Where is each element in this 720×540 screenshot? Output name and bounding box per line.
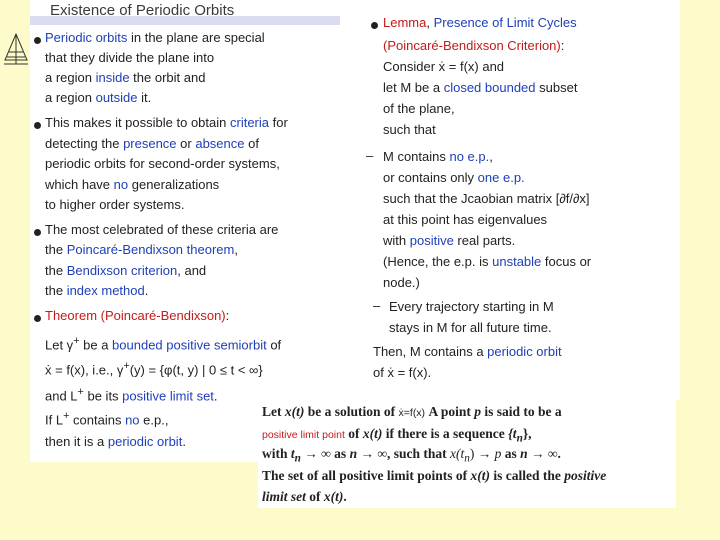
- text-line: (Hence, the e.p. is unstable focus or: [383, 254, 592, 269]
- bullet-2: [34, 122, 41, 129]
- text-line: at this point has eigenvalues: [383, 212, 548, 227]
- definition-line: Let x(t) be a solution of ẋ=f(x) A point p is said to be a: [262, 404, 562, 419]
- text-line: which have no generalizations: [45, 177, 220, 192]
- text-line: (Poincaré-Bendixson Criterion):: [383, 38, 565, 53]
- text-line: Let γ+ be a bounded positive semiorbit of: [45, 335, 282, 353]
- dash-marker-2: –: [373, 298, 381, 313]
- text-line: Consider ẋ = f(x) and: [383, 59, 505, 74]
- definition-box: [258, 396, 676, 508]
- text-line: Lemma, Presence of Limit Cycles: [383, 15, 577, 30]
- text-line: If L+ contains no e.p.,: [45, 410, 169, 428]
- dash-marker-1: –: [366, 148, 374, 163]
- text-line: a region inside the orbit and: [45, 70, 206, 85]
- text-line: let M be a closed bounded subset: [383, 80, 578, 95]
- text-line: with positive real parts.: [383, 233, 516, 248]
- text-line: ẋ = f(x), i.e., γ+(y) = {φ(t, y) | 0 ≤ t < ∞}: [45, 360, 263, 378]
- text-line: This makes it possible to obtain criteria for: [45, 115, 288, 130]
- bullet-4: [34, 315, 41, 322]
- text-line: Theorem (Poincaré-Bendixson):: [45, 308, 230, 323]
- text-line: or contains only one e.p.: [383, 170, 525, 185]
- text-line: the index method.: [45, 283, 149, 298]
- definition-line: limit set of x(t).: [262, 489, 347, 504]
- text-line: that they divide the plane into: [45, 50, 215, 65]
- definition-line: positive limit point of x(t) if there is a sequence $\{t_n\}$,: [262, 426, 532, 445]
- text-line: Every trajectory starting in M: [389, 299, 554, 314]
- slide-title: Existence of Periodic Orbits: [50, 2, 235, 19]
- text-line: such that: [383, 122, 436, 137]
- text-line: node.): [383, 275, 420, 290]
- text-line: such that the Jcaobian matrix [∂f/∂x]: [383, 191, 590, 206]
- text-line: detecting the presence or absence of: [45, 136, 259, 151]
- definition-line: with $t_n$ → ∞ as n → ∞, such that $x(t_n) \to p$ as n → ∞.: [262, 446, 561, 465]
- bullet-lemma: [371, 22, 378, 29]
- bullet-1: [34, 37, 41, 44]
- text-line: to higher order systems.: [45, 197, 185, 212]
- text-line: the Bendixson criterion, and: [45, 263, 207, 278]
- text-line: Then, M contains a periodic orbit: [373, 344, 562, 359]
- text-line: the Poincaré-Bendixson theorem,: [45, 242, 238, 257]
- definition-line: The set of all positive limit points of x(t) is called the positive: [262, 468, 607, 483]
- text-line: then it is a periodic orbit.: [45, 434, 186, 449]
- text-line: of the plane,: [383, 101, 455, 116]
- text-line: Periodic orbits in the plane are special: [45, 30, 265, 45]
- text-line: periodic orbits for second-order systems,: [45, 156, 280, 171]
- text-line: a region outside it.: [45, 90, 152, 105]
- text-line: stays in M for all future time.: [389, 320, 552, 335]
- text-line: and L+ be its positive limit set.: [45, 386, 218, 404]
- text-line: of ẋ = f(x).: [373, 365, 432, 380]
- text-line: M contains no e.p.,: [383, 149, 493, 164]
- text-line: The most celebrated of these criteria are: [45, 222, 279, 237]
- bullet-3: [34, 229, 41, 236]
- university-logo-icon: [2, 30, 30, 68]
